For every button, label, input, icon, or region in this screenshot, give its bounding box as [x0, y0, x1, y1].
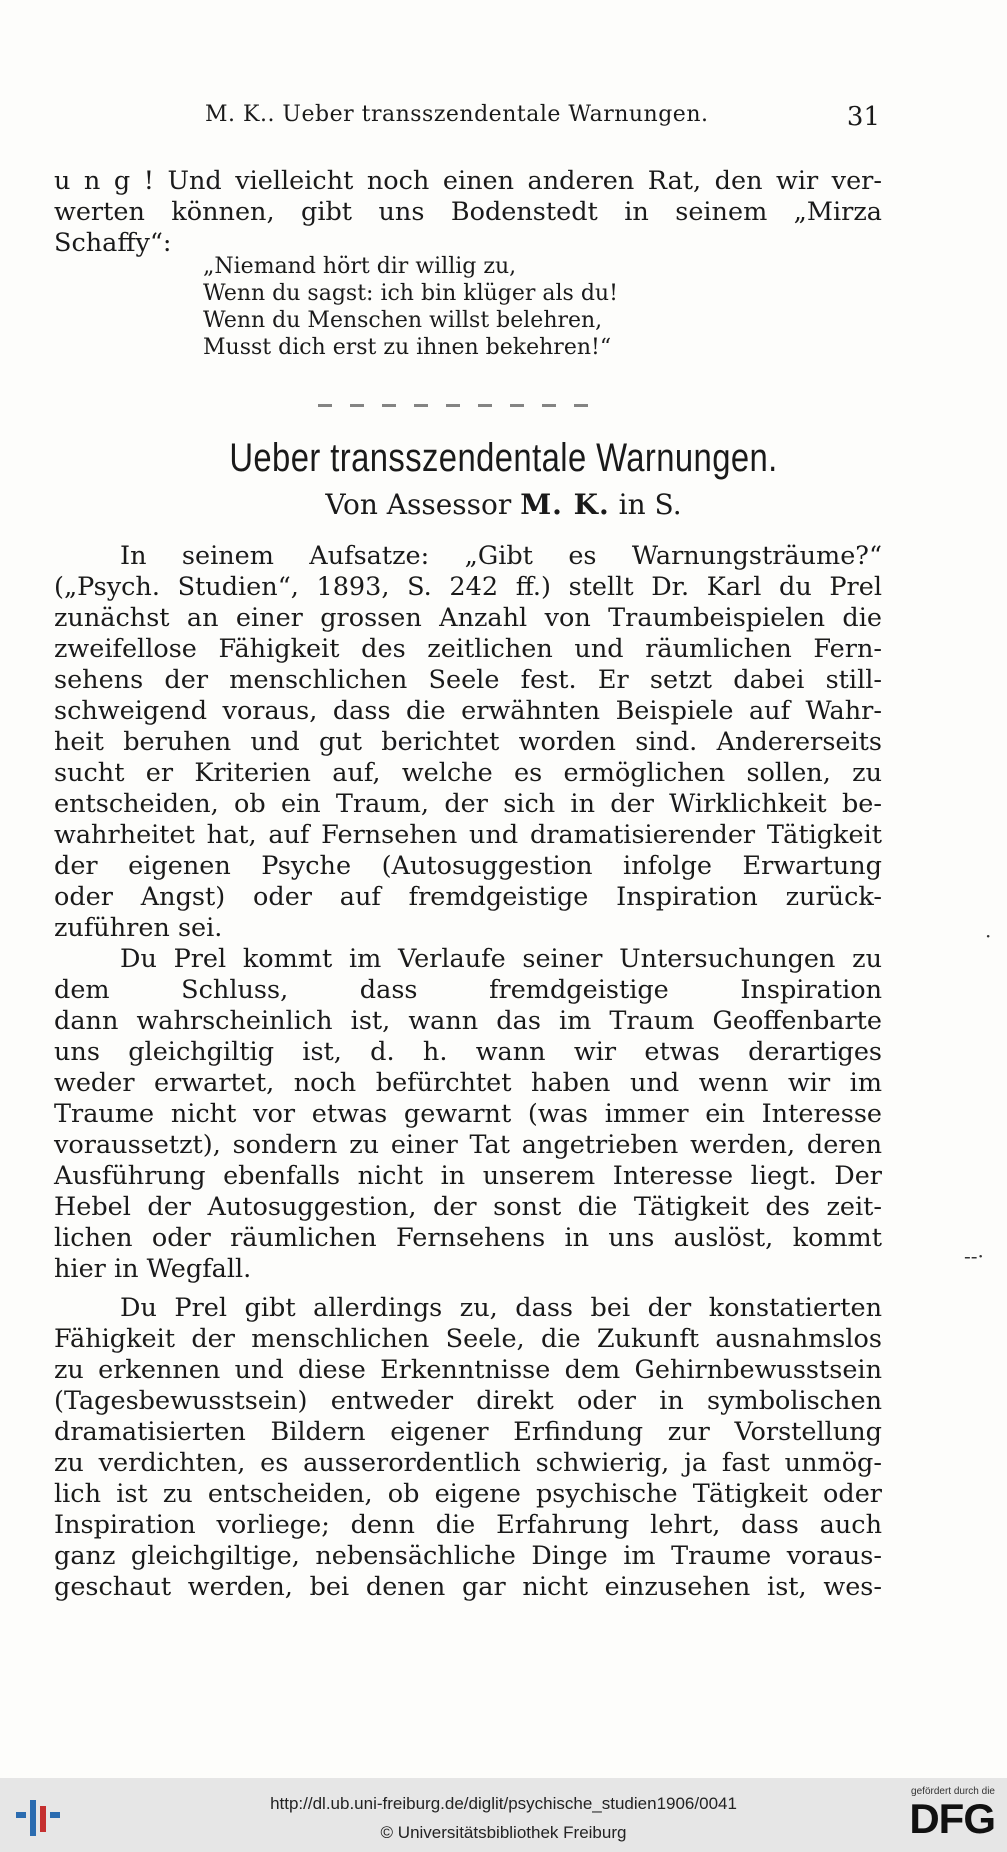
text-line: lichen oder räumlichen Fernsehens in uns auslöst, kommt	[54, 1223, 882, 1253]
text-line: sehens der menschlichen Seele fest. Er setzt dabei still-	[54, 665, 882, 695]
text-line: oder Angst) oder auf fremdgeistige Inspiration zurück-	[54, 882, 882, 912]
text-line: In seinem Aufsatze: „Gibt es Warnungsträume?“	[120, 541, 882, 571]
dfg-wordmark: DFG	[909, 1795, 995, 1842]
text-line: entscheiden, ob ein Traum, der sich in der Wirklichkeit be-	[54, 789, 882, 819]
margin-dash: ‐‐·	[964, 1244, 984, 1268]
text-line: zu verdichten, es ausserordentlich schwierig, ja fast unmög-	[54, 1448, 882, 1478]
poem-quote	[203, 253, 618, 361]
text-line: heit beruhen und gut berichtet worden sind. Andererseits	[54, 727, 882, 757]
text-line: Ausführung ebenfalls nicht in unserem Interesse liegt. Der	[54, 1161, 882, 1191]
intro-text	[54, 166, 882, 259]
copyright-notice: © Universitätsbibliothek Freiburg	[380, 1823, 627, 1842]
article-title: Ueber transszendentale Warnungen.	[229, 436, 778, 480]
text-line: Schaffy“:	[54, 228, 172, 258]
running-title: M. K.. Ueber transszendentale Warnungen.	[205, 102, 709, 127]
text-line: Du Prel kommt im Verlaufe seiner Untersuchungen zu	[120, 944, 882, 974]
dfg-logo	[891, 1786, 995, 1848]
text-line: Fähigkeit der menschlichen Seele, die Zukunft ausnahmslos	[54, 1324, 882, 1354]
text-line: schweigend voraus, dass die erwähnten Beispiele auf Wahr-	[54, 696, 882, 726]
poem-line: Wenn du sagst: ich bin klüger als du!	[203, 281, 618, 306]
text-line: zweifellose Fähigkeit des zeitlichen und räumlichen Fern-	[54, 634, 882, 664]
text-line: geschaut werden, bei denen gar nicht einzusehen ist, wes-	[54, 1572, 882, 1602]
paragraph-3	[54, 1293, 882, 1603]
text-line: lich ist zu entscheiden, ob eigene psychische Tätigkeit oder	[54, 1479, 882, 1509]
text-line: ganz gleichgiltige, nebensächliche Dinge im Traume voraus-	[54, 1541, 882, 1571]
text-line: zunächst an einer grossen Anzahl von Traumbeispielen die	[54, 603, 882, 633]
text-line: zu erkennen und diese Erkenntnisse dem Gehirnbewusstsein	[54, 1355, 882, 1385]
text-line: hier in Wegfall.	[54, 1254, 252, 1284]
margin-dot: ·	[985, 924, 992, 948]
text-line: u n g ! Und vielleicht noch einen anderen Rat, den wir ver-	[54, 166, 882, 196]
text-line: („Psych. Studien“, 1893, S. 242 ff.) stellt Dr. Karl du Prel	[54, 572, 882, 602]
poem-line: „Niemand hört dir willig zu,	[203, 254, 517, 279]
dfg-tagline: gefördert durch die	[911, 1786, 995, 1797]
byline-author: M. K.	[520, 488, 610, 521]
text-line: dann wahrscheinlich ist, wann das im Traum Geoffenbarte	[54, 1006, 882, 1036]
text-line: dem Schluss, dass fremdgeistige Inspiration	[54, 975, 882, 1005]
text-line: zuführen sei.	[54, 913, 223, 943]
article-byline	[0, 488, 1007, 521]
text-line: dramatisierten Bildern eigener Erfindung zur Vorstellung	[54, 1417, 882, 1447]
text-line: Inspiration vorliege; denn die Erfahrung lehrt, dass auch	[54, 1510, 882, 1540]
byline-suffix: in S.	[618, 488, 682, 521]
text-line: uns gleichgiltig ist, d. h. wann wir etwas derartiges	[54, 1037, 882, 1067]
paragraph-1	[54, 541, 882, 944]
text-line: Du Prel gibt allerdings zu, dass bei der konstatierten	[120, 1293, 882, 1323]
source-url[interactable]: http://dl.ub.uni-freiburg.de/diglit/psychische_studien1906/0041	[270, 1794, 737, 1813]
poem-line: Musst dich erst zu ihnen bekehren!“	[203, 335, 612, 360]
text-line: Traume nicht vor etwas gewarnt (was immer ein Interesse	[54, 1099, 882, 1129]
byline-prefix: Von Assessor	[325, 488, 512, 521]
page-number: 31	[846, 102, 880, 132]
text-line: voraussetzt), sondern zu einer Tat angetrieben werden, deren	[54, 1130, 882, 1160]
paragraph-2	[54, 944, 882, 1285]
text-line: weder erwartet, noch befürchtet haben und wenn wir im	[54, 1068, 882, 1098]
text-line: wahrheitet hat, auf Fernsehen und dramatisierender Tätigkeit	[54, 820, 882, 850]
text-line: der eigenen Psyche (Autosuggestion infolge Erwartung	[54, 851, 882, 881]
text-line: (Tagesbewusstsein) entweder direkt oder in symbolischen	[54, 1386, 882, 1416]
text-line: sucht er Kriterien auf, welche es ermöglichen sollen, zu	[54, 758, 882, 788]
footer-bar	[0, 1778, 1007, 1852]
text-line: werten können, gibt uns Bodenstedt in seinem „Mirza	[54, 197, 882, 227]
running-header	[205, 102, 880, 138]
text-line: Hebel der Autosuggestion, der sonst die Tätigkeit des zeit-	[54, 1192, 882, 1222]
section-separator	[318, 404, 606, 407]
poem-line: Wenn du Menschen willst belehren,	[203, 308, 603, 333]
